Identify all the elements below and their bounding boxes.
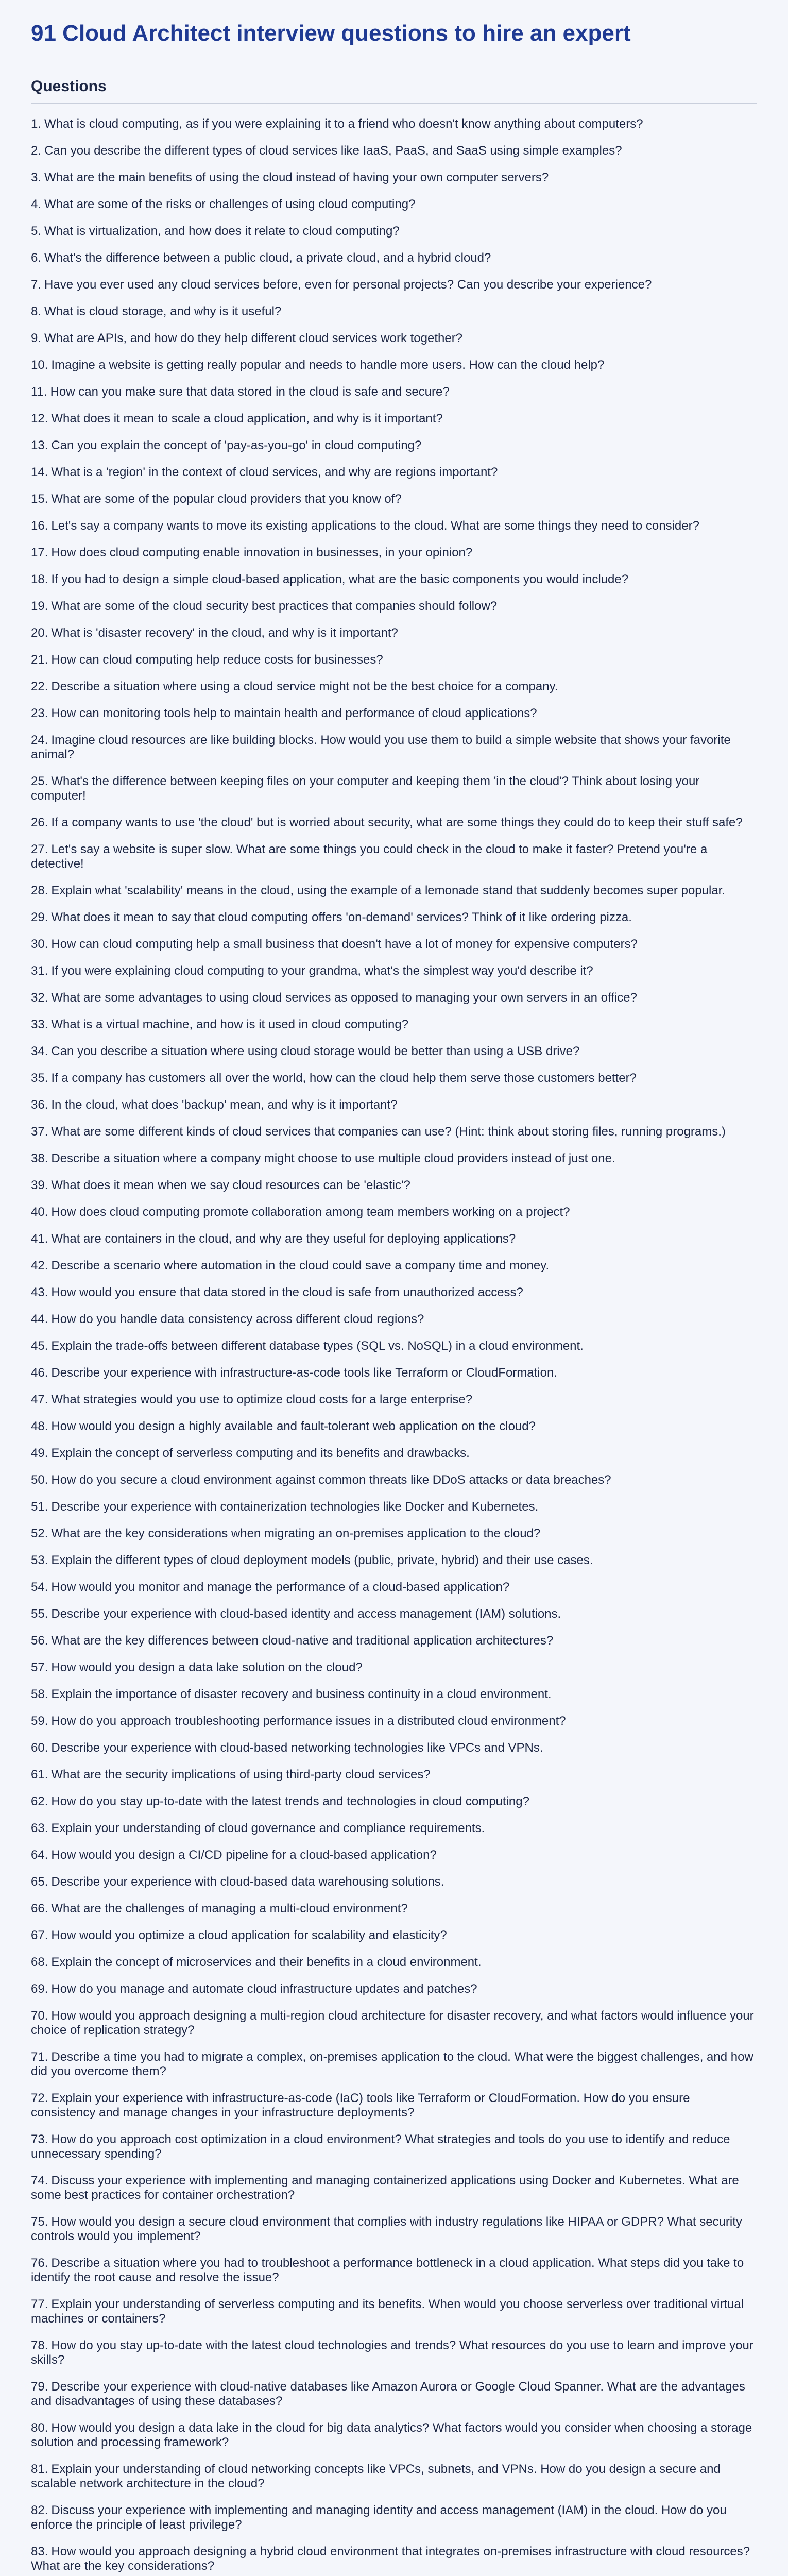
question-text: How would you optimize a cloud application for scalability and elasticity? — [51, 1928, 447, 1942]
question-item — [31, 1419, 757, 1434]
question-number: 34. — [31, 1044, 48, 1058]
question-text: Imagine a website is getting really popular and needs to handle more users. How can the cloud help? — [51, 358, 605, 372]
section-title: Questions — [31, 78, 757, 104]
question-number: 55. — [31, 1606, 48, 1621]
question-text: Describe your experience with cloud-based identity and access management (IAM) solutions. — [51, 1606, 561, 1621]
question-number: 46. — [31, 1365, 48, 1380]
question-text: Explain the concept of microservices and their benefits in a cloud environment. — [51, 1955, 482, 1969]
question-text: If you had to design a simple cloud-based application, what are the basic components you would include? — [51, 572, 629, 586]
question-item — [31, 358, 757, 372]
question-number: 37. — [31, 1124, 48, 1139]
question-item — [31, 733, 757, 762]
question-text: Let's say a company wants to move its existing applications to the cloud. What are some things they need to consider? — [51, 518, 699, 533]
question-item — [31, 2256, 757, 2285]
question-item — [31, 1902, 757, 1916]
question-item — [31, 1660, 757, 1675]
question-number: 70. — [31, 2008, 48, 2023]
question-number: 48. — [31, 1419, 48, 1433]
question-item — [31, 1071, 757, 1086]
question-text: How can cloud computing help a small business that doesn't have a lot of money for expensive computers? — [51, 937, 638, 951]
question-text: How would you design a data lake in the cloud for big data analytics? What factors would you consider when choosing a storage solution and processing framework? — [31, 2420, 752, 2449]
question-number: 30. — [31, 937, 48, 951]
question-text: Describe a time you had to migrate a complex, on-premises application to the cloud. What were the biggest challenges, and how did you overcome them? — [31, 2049, 753, 2078]
question-text: What is a 'region' in the context of cloud services, and why are regions important? — [51, 465, 498, 479]
question-item — [31, 1205, 757, 1219]
question-text: What strategies would you use to optimize cloud costs for a large enterprise? — [51, 1392, 473, 1406]
question-item — [31, 626, 757, 640]
question-number: 80. — [31, 2420, 48, 2435]
question-item — [31, 1393, 757, 1407]
question-number: 56. — [31, 1633, 48, 1648]
question-number: 12. — [31, 411, 48, 426]
question-text: What's the difference between keeping files on your computer and keeping them 'in the cloud'? Think about losing your computer! — [31, 774, 700, 803]
question-item — [31, 1500, 757, 1514]
question-item — [31, 937, 757, 952]
question-number: 1. — [31, 116, 42, 131]
question-number: 2. — [31, 143, 42, 158]
question-item — [31, 2380, 757, 2409]
question-item — [31, 1018, 757, 1032]
question-number: 16. — [31, 518, 48, 533]
question-text: What are some advantages to using cloud services as opposed to managing your own servers in an office? — [51, 990, 637, 1005]
question-item — [31, 572, 757, 587]
question-item — [31, 412, 757, 426]
question-number: 29. — [31, 910, 48, 924]
question-item — [31, 1687, 757, 1702]
question-item — [31, 492, 757, 506]
question-text: Explain your understanding of cloud governance and compliance requirements. — [51, 1821, 485, 1835]
question-text: What is a virtual machine, and how is it used in cloud computing? — [51, 1017, 409, 1031]
question-item — [31, 251, 757, 265]
question-text: What is virtualization, and how does it relate to cloud computing? — [44, 224, 400, 238]
question-number: 53. — [31, 1553, 48, 1567]
question-text: Can you describe the different types of cloud services like IaaS, PaaS, and SaaS using simple examples? — [44, 143, 622, 158]
question-text: What are the key considerations when migrating an on-premises application to the cloud? — [51, 1526, 541, 1540]
question-item — [31, 2297, 757, 2326]
question-number: 38. — [31, 1151, 48, 1165]
question-number: 5. — [31, 224, 42, 238]
question-text: How would you design a highly available and fault-tolerant web application on the cloud? — [51, 1419, 536, 1433]
question-number: 19. — [31, 599, 48, 613]
question-item — [31, 991, 757, 1005]
question-text: What are APIs, and how do they help different cloud services work together? — [44, 331, 463, 345]
question-text: Explain your understanding of cloud networking concepts like VPCs, subnets, and VPNs. How do you design a secure and scalable network architecture in the cloud? — [31, 2462, 721, 2490]
question-number: 25. — [31, 774, 48, 788]
question-number: 68. — [31, 1955, 48, 1969]
question-item — [31, 964, 757, 978]
question-number: 61. — [31, 1767, 48, 1782]
question-item — [31, 2503, 757, 2532]
question-text: How would you design a CI/CD pipeline for a cloud-based application? — [51, 1848, 437, 1862]
question-item — [31, 1339, 757, 1353]
question-text: Discuss your experience with implementing and managing containerized applications using Docker and Kubernetes. What are some best practices for container orchestration? — [31, 2173, 739, 2202]
question-item — [31, 385, 757, 399]
question-text: Explain the trade-offs between different database types (SQL vs. NoSQL) in a cloud environment. — [51, 1338, 584, 1353]
question-number: 8. — [31, 304, 42, 318]
question-item — [31, 197, 757, 212]
question-text: What are the key differences between cloud-native and traditional application architectures? — [51, 1633, 554, 1648]
question-number: 64. — [31, 1848, 48, 1862]
question-text: Describe a situation where a company might choose to use multiple cloud providers instead of just one. — [51, 1151, 615, 1165]
question-number: 14. — [31, 465, 48, 479]
question-item — [31, 1553, 757, 1568]
question-number: 15. — [31, 492, 48, 506]
question-item — [31, 117, 757, 131]
question-item — [31, 1232, 757, 1246]
question-number: 21. — [31, 652, 48, 667]
question-item — [31, 465, 757, 480]
question-number: 83. — [31, 2544, 48, 2558]
question-text: How does cloud computing promote collaboration among team members working on a project? — [51, 1205, 570, 1219]
question-item — [31, 1446, 757, 1461]
question-number: 73. — [31, 2132, 48, 2146]
question-item — [31, 1312, 757, 1327]
question-text: Imagine cloud resources are like building blocks. How would you use them to build a simple website that shows your favorite animal? — [31, 733, 731, 761]
question-item — [31, 304, 757, 319]
question-text: Describe your experience with cloud-native databases like Amazon Aurora or Google Cloud Spanner. What are the advantages and disadvantages of using these databases? — [31, 2379, 745, 2408]
question-number: 11. — [31, 384, 47, 399]
question-item — [31, 2009, 757, 2038]
question-text: What does it mean to say that cloud computing offers 'on-demand' services? Think of it like ordering pizza. — [51, 910, 632, 924]
question-text: Explain your understanding of serverless computing and its benefits. When would you choose serverless over traditional virtual machines or containers? — [31, 2297, 744, 2326]
question-item — [31, 1768, 757, 1782]
question-number: 43. — [31, 1285, 48, 1299]
question-item — [31, 1259, 757, 1273]
question-number: 18. — [31, 572, 48, 586]
question-number: 10. — [31, 358, 48, 372]
question-number: 4. — [31, 197, 42, 211]
question-text: How would you monitor and manage the performance of a cloud-based application? — [51, 1580, 510, 1594]
question-item — [31, 224, 757, 239]
question-text: Describe your experience with cloud-based networking technologies like VPCs and VPNs. — [51, 1740, 543, 1755]
question-text: Describe a scenario where automation in the cloud could save a company time and money. — [51, 1258, 550, 1273]
question-number: 6. — [31, 250, 42, 265]
page-title: 91 Cloud Architect interview questions to hire an expert — [31, 21, 631, 46]
question-text: Discuss your experience with implementing and managing identity and access management (IAM) in the cloud. How do you enforce the principle of least privilege? — [31, 2503, 727, 2532]
question-number: 60. — [31, 1740, 48, 1755]
question-item — [31, 1125, 757, 1139]
question-item — [31, 1044, 757, 1059]
question-number: 31. — [31, 963, 48, 978]
question-text: Explain the importance of disaster recovery and business continuity in a cloud environment. — [51, 1687, 552, 1701]
question-item — [31, 1821, 757, 1836]
question-number: 35. — [31, 1071, 48, 1085]
question-item — [31, 1285, 757, 1300]
question-number: 54. — [31, 1580, 48, 1594]
question-text: Describe a situation where using a cloud service might not be the best choice for a company. — [51, 679, 558, 693]
question-item — [31, 331, 757, 346]
question-item — [31, 2091, 757, 2120]
question-text: Describe a situation where you had to troubleshoot a performance bottleneck in a cloud application. What steps did you take to identify the root cause and resolve the issue? — [31, 2256, 744, 2284]
question-item — [31, 546, 757, 560]
question-text: If you were explaining cloud computing to your grandma, what's the simplest way you'd describe it? — [51, 963, 593, 978]
question-text: If a company wants to use 'the cloud' but is worried about security, what are some things they could do to keep their stuff safe? — [51, 815, 743, 829]
question-text: How do you stay up-to-date with the latest cloud technologies and trends? What resources do you use to learn and improve your skills? — [31, 2338, 753, 2367]
question-number: 47. — [31, 1392, 48, 1406]
question-text: What is cloud computing, as if you were explaining it to a friend who doesn't know anything about computers? — [44, 116, 643, 131]
question-number: 78. — [31, 2338, 48, 2352]
question-text: How do you stay up-to-date with the latest trends and technologies in cloud computing? — [51, 1794, 529, 1808]
question-number: 40. — [31, 1205, 48, 1219]
question-item — [31, 816, 757, 830]
question-item — [31, 599, 757, 614]
question-number: 67. — [31, 1928, 48, 1942]
question-text: How can cloud computing help reduce costs for businesses? — [51, 652, 383, 667]
question-text: What are some of the cloud security best practices that companies should follow? — [51, 599, 498, 613]
question-text: Can you describe a situation where using cloud storage would be better than using a USB drive? — [51, 1044, 580, 1058]
question-item — [31, 884, 757, 898]
question-text: What's the difference between a public cloud, a private cloud, and a hybrid cloud? — [44, 250, 491, 265]
question-item — [31, 2215, 757, 2244]
question-item — [31, 1955, 757, 1970]
question-number: 62. — [31, 1794, 48, 1808]
question-number: 81. — [31, 2462, 48, 2476]
question-number: 22. — [31, 679, 48, 693]
question-number: 75. — [31, 2214, 48, 2229]
question-number: 58. — [31, 1687, 48, 1701]
question-text: How do you handle data consistency across different cloud regions? — [51, 1312, 424, 1326]
question-number: 52. — [31, 1526, 48, 1540]
question-number: 20. — [31, 625, 48, 640]
question-text: Explain the different types of cloud deployment models (public, private, hybrid) and their use cases. — [51, 1553, 593, 1567]
question-number: 51. — [31, 1499, 48, 1514]
question-item — [31, 1098, 757, 1112]
question-number: 74. — [31, 2173, 48, 2188]
question-text: What is 'disaster recovery' in the cloud, and why is it important? — [51, 625, 398, 640]
question-item — [31, 2050, 757, 2079]
question-text: How do you secure a cloud environment against common threats like DDoS attacks or data breaches? — [51, 1472, 611, 1487]
question-item — [31, 910, 757, 925]
question-number: 28. — [31, 883, 48, 897]
question-text: Describe your experience with infrastructure-as-code tools like Terraform or CloudFormation. — [51, 1365, 557, 1380]
question-item — [31, 706, 757, 721]
question-text: How would you design a data lake solution on the cloud? — [51, 1660, 363, 1674]
question-text: In the cloud, what does 'backup' mean, and why is it important? — [51, 1097, 398, 1112]
question-item — [31, 2174, 757, 2202]
question-number: 63. — [31, 1821, 48, 1835]
question-number: 65. — [31, 1874, 48, 1889]
question-item — [31, 1741, 757, 1755]
question-number: 13. — [31, 438, 48, 452]
question-text: How would you ensure that data stored in the cloud is safe from unauthorized access? — [51, 1285, 523, 1299]
question-number: 59. — [31, 1714, 48, 1728]
question-text: Describe your experience with cloud-based data warehousing solutions. — [51, 1874, 444, 1889]
question-number: 32. — [31, 990, 48, 1005]
question-item — [31, 1794, 757, 1809]
question-text: How can you make sure that data stored in the cloud is safe and secure? — [50, 384, 450, 399]
document-page — [31, 21, 757, 2576]
question-number: 50. — [31, 1472, 48, 1487]
question-number: 33. — [31, 1017, 48, 1031]
question-item — [31, 1714, 757, 1728]
question-text: How would you approach designing a hybrid cloud environment that integrates on-premises infrastructure with cloud resources? What are the key considerations? — [31, 2544, 750, 2573]
question-text: How would you design a secure cloud environment that complies with industry regulations like HIPAA or GDPR? What security controls would you implement? — [31, 2214, 742, 2243]
question-item — [31, 1151, 757, 1166]
question-text: How can monitoring tools help to maintain health and performance of cloud applications? — [51, 706, 537, 720]
question-number: 82. — [31, 2503, 48, 2517]
question-text: What are some different kinds of cloud services that companies can use? (Hint: think about storing files, running programs.) — [51, 1124, 726, 1139]
question-item — [31, 842, 757, 871]
question-text: How would you approach designing a multi-region cloud architecture for disaster recovery, and what factors would influence your choice of replication strategy? — [31, 2008, 754, 2037]
question-text: Explain what 'scalability' means in the cloud, using the example of a lemonade stand that suddenly becomes super popular. — [51, 883, 725, 897]
question-text: How do you approach cost optimization in a cloud environment? What strategies and tools do you use to identify and reduce unnecessary spending? — [31, 2132, 730, 2161]
question-item — [31, 1848, 757, 1862]
question-text: Can you explain the concept of 'pay-as-you-go' in cloud computing? — [51, 438, 422, 452]
question-number: 23. — [31, 706, 48, 720]
question-item — [31, 2421, 757, 2450]
question-text: What are the challenges of managing a multi-cloud environment? — [51, 1901, 408, 1916]
question-item — [31, 2132, 757, 2161]
question-number: 72. — [31, 2091, 48, 2105]
question-number: 77. — [31, 2297, 48, 2311]
question-text: What are some of the popular cloud providers that you know of? — [51, 492, 402, 506]
question-text: How do you manage and automate cloud infrastructure updates and patches? — [51, 1981, 477, 1996]
question-item — [31, 1366, 757, 1380]
question-list — [31, 117, 757, 2576]
question-number: 66. — [31, 1901, 48, 1916]
question-number: 27. — [31, 842, 48, 856]
question-text: What are some of the risks or challenges of using cloud computing? — [44, 197, 416, 211]
question-item — [31, 1580, 757, 1595]
question-number: 36. — [31, 1097, 48, 1112]
question-text: What does it mean to scale a cloud application, and why is it important? — [51, 411, 443, 426]
question-item — [31, 144, 757, 158]
question-text: What are the main benefits of using the cloud instead of having your own computer servers? — [44, 170, 549, 184]
question-text: Explain your experience with infrastructure-as-code (IaC) tools like Terraform or CloudFormation. How do you ensure consistency and manage changes in your infrastructure deployments? — [31, 2091, 690, 2120]
question-number: 17. — [31, 545, 48, 560]
question-number: 76. — [31, 2256, 48, 2270]
question-text: What does it mean when we say cloud resources can be 'elastic'? — [51, 1178, 410, 1192]
question-text: If a company has customers all over the world, how can the cloud help them serve those customers better? — [51, 1071, 637, 1085]
question-number: 71. — [31, 2049, 48, 2064]
question-item — [31, 1634, 757, 1648]
question-item — [31, 1178, 757, 1193]
question-text: How does cloud computing enable innovation in businesses, in your opinion? — [51, 545, 473, 560]
question-number: 39. — [31, 1178, 48, 1192]
question-text: Describe your experience with containerization technologies like Docker and Kubernetes. — [51, 1499, 539, 1514]
question-number: 42. — [31, 1258, 48, 1273]
question-item — [31, 1875, 757, 1889]
question-item — [31, 774, 757, 803]
question-item — [31, 519, 757, 533]
question-item — [31, 438, 757, 453]
question-item — [31, 1928, 757, 1943]
question-number: 69. — [31, 1981, 48, 1996]
question-item — [31, 1527, 757, 1541]
question-number: 79. — [31, 2379, 48, 2394]
question-item — [31, 680, 757, 694]
question-item — [31, 171, 757, 185]
question-item — [31, 278, 757, 292]
question-item — [31, 653, 757, 667]
question-number: 44. — [31, 1312, 48, 1326]
question-number: 7. — [31, 277, 42, 292]
question-number: 9. — [31, 331, 42, 345]
question-item — [31, 2545, 757, 2573]
question-item — [31, 1982, 757, 1996]
question-item — [31, 1607, 757, 1621]
question-number: 24. — [31, 733, 48, 747]
question-item — [31, 1473, 757, 1487]
question-number: 49. — [31, 1446, 48, 1460]
question-number: 3. — [31, 170, 42, 184]
question-text: Explain the concept of serverless computing and its benefits and drawbacks. — [51, 1446, 470, 1460]
question-item — [31, 2462, 757, 2491]
question-text: How do you approach troubleshooting performance issues in a distributed cloud environment? — [51, 1714, 566, 1728]
question-text: Let's say a website is super slow. What are some things you could check in the cloud to make it faster? Pretend you're a detective! — [31, 842, 708, 871]
question-text: What are the security implications of using third-party cloud services? — [51, 1767, 431, 1782]
question-item — [31, 2338, 757, 2367]
question-text: Have you ever used any cloud services before, even for personal projects? Can you describe your experience? — [44, 277, 652, 292]
question-number: 26. — [31, 815, 48, 829]
question-number: 41. — [31, 1231, 48, 1246]
question-number: 57. — [31, 1660, 48, 1674]
question-text: What are containers in the cloud, and why are they useful for deploying applications? — [51, 1231, 516, 1246]
question-text: What is cloud storage, and why is it useful? — [44, 304, 282, 318]
question-number: 45. — [31, 1338, 48, 1353]
